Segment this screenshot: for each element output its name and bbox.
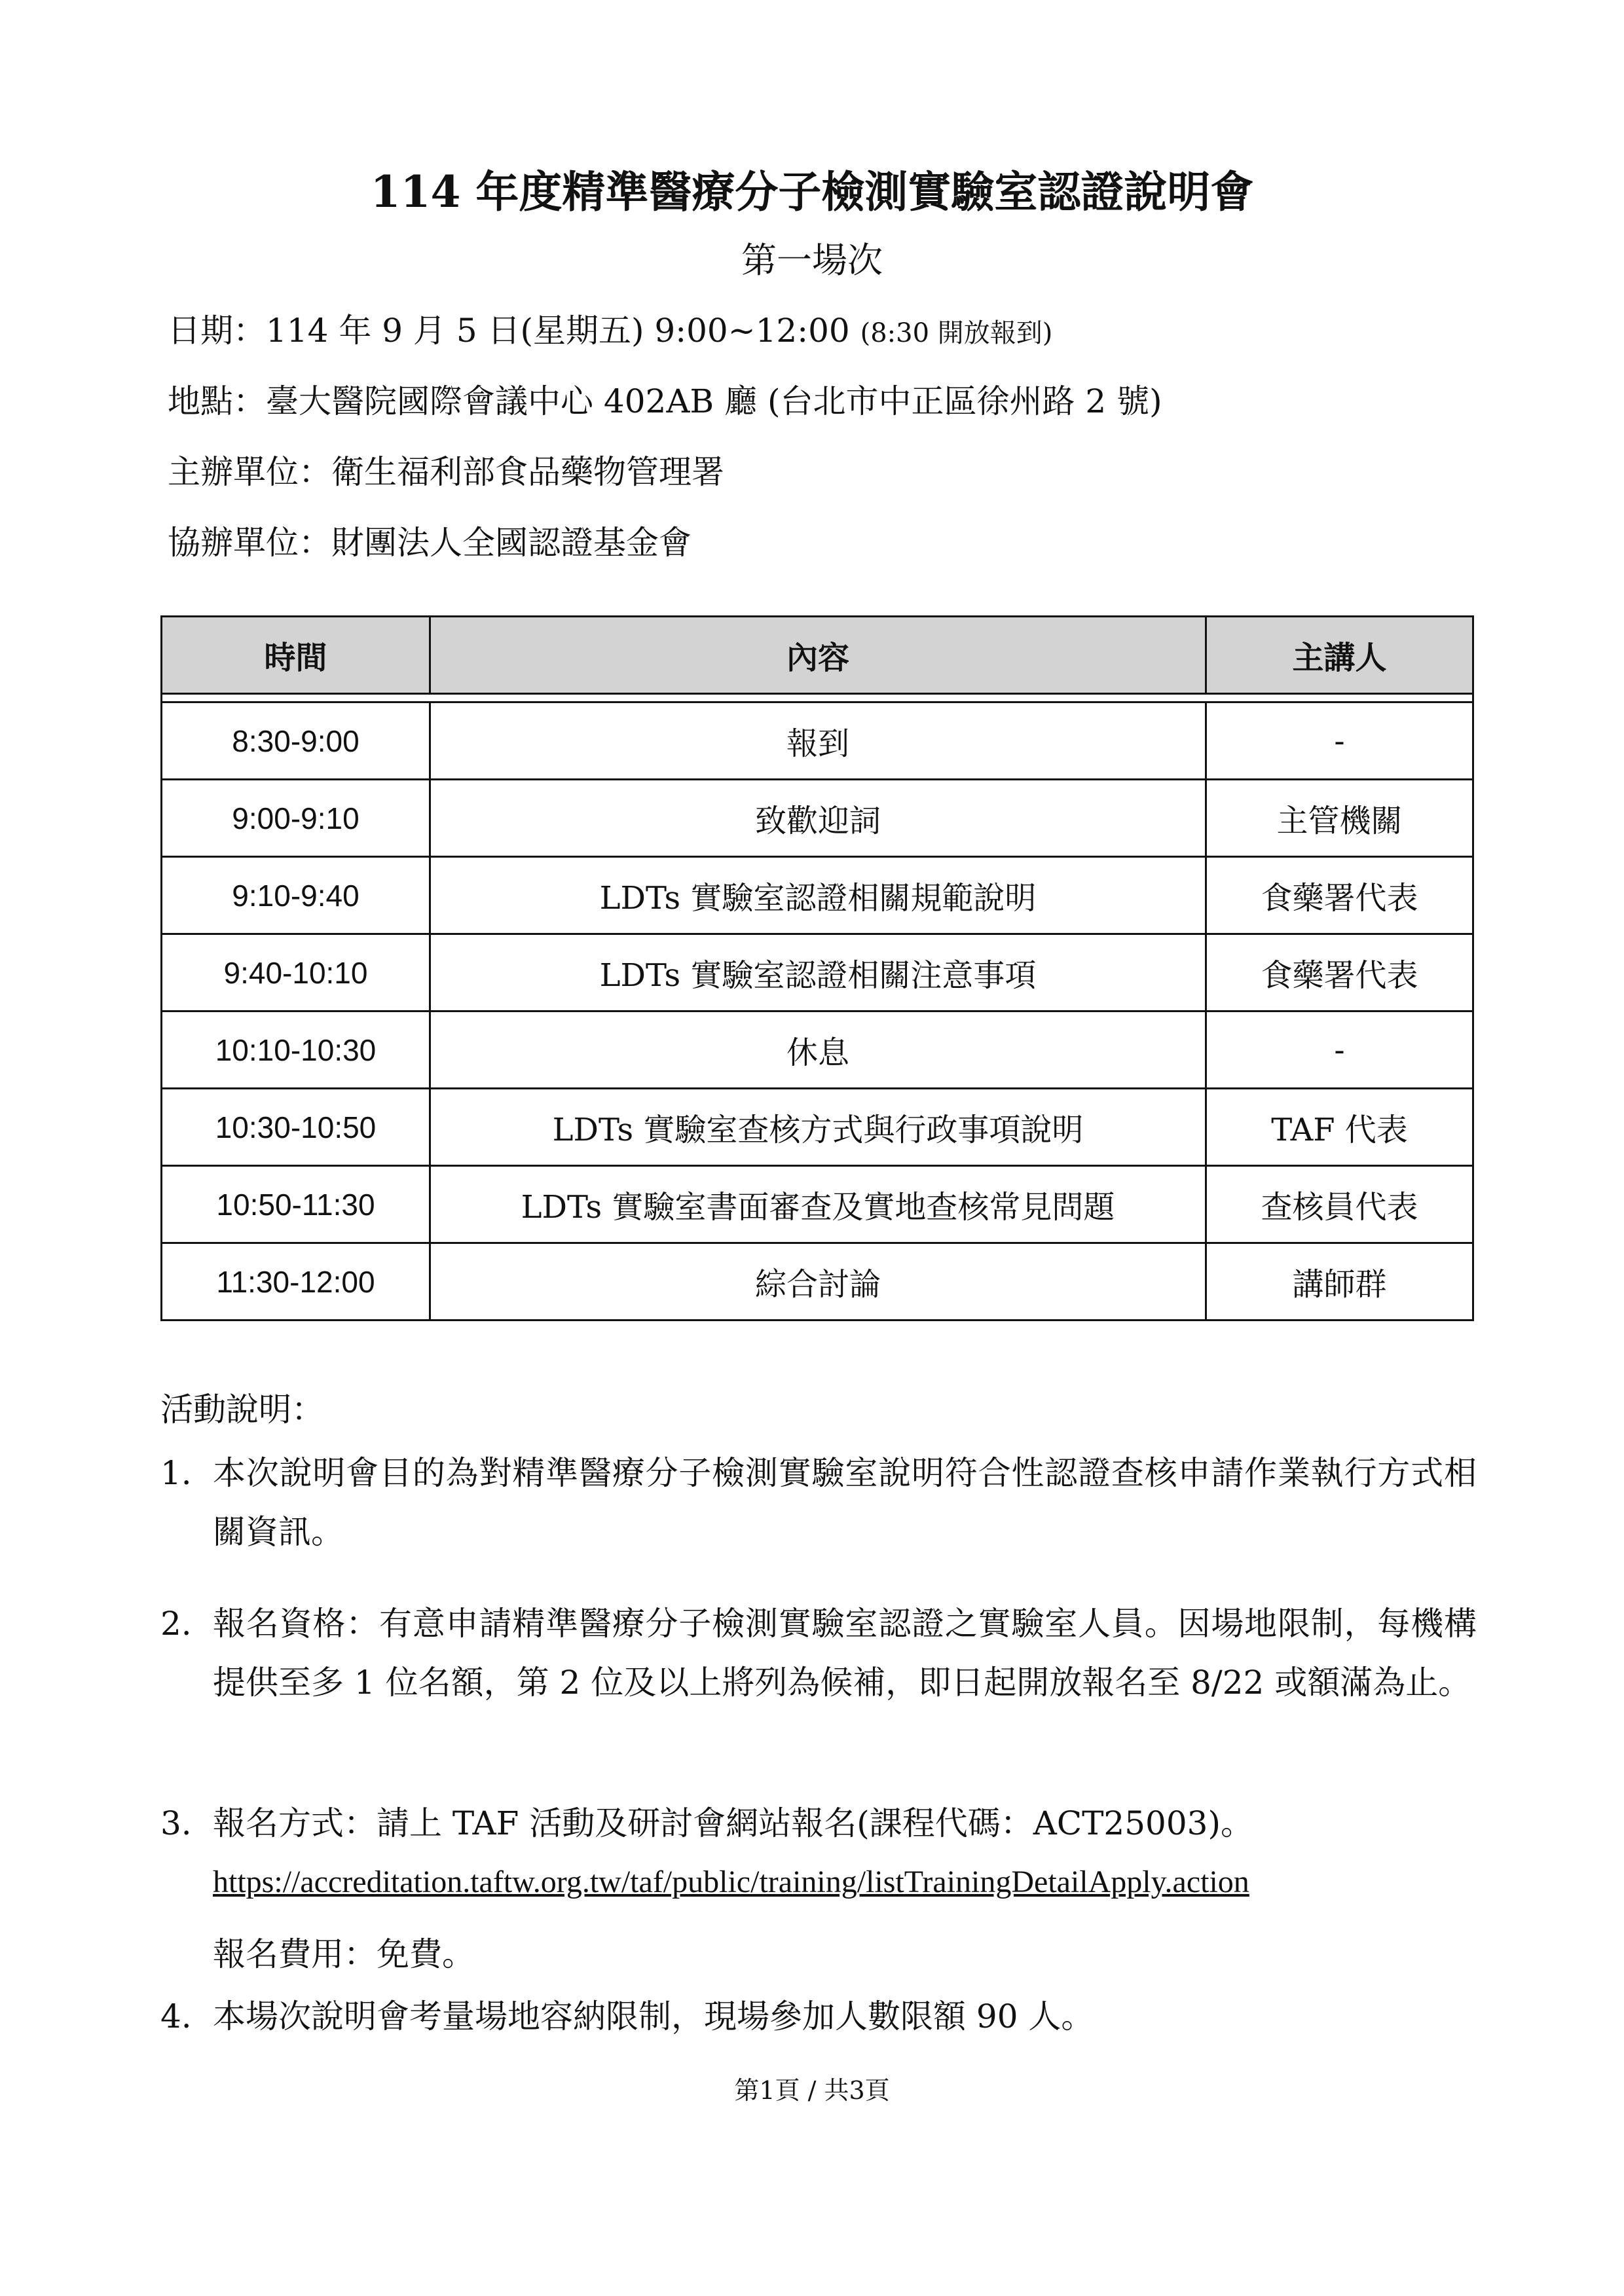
note-number: 2. (160, 1605, 192, 1643)
notes-heading: 活動說明： (160, 1391, 324, 1429)
agenda-time: 9:40-10:10 (162, 934, 430, 1011)
note-item-4 (160, 1987, 1477, 2046)
agenda-time: 8:30-9:00 (162, 702, 430, 780)
note-item-1 (160, 1444, 1477, 1561)
agenda-speaker: 主管機關 (1206, 780, 1473, 857)
agenda-speaker: TAF 代表 (1206, 1089, 1473, 1166)
agenda-time: 11:30-12:00 (162, 1243, 430, 1321)
agenda-content: 綜合討論 (430, 1243, 1206, 1321)
agenda-row (162, 1089, 1473, 1166)
date-label: 日期： (168, 312, 266, 350)
header-speaker: 主講人 (1206, 617, 1473, 694)
date-line (168, 308, 1052, 356)
header-gap (162, 694, 1473, 702)
note-text: 報名方式：請上 TAF 活動及研討會網站報名(課程代碼：ACT25003)。 (213, 1804, 1253, 1842)
session-subtitle: 第一場次 (741, 240, 883, 281)
header-content: 內容 (430, 617, 1206, 694)
agenda-row (162, 857, 1473, 934)
agenda-speaker: 查核員代表 (1206, 1166, 1473, 1243)
date-note: (8:30 開放報到) (860, 318, 1053, 348)
agenda-header-row (162, 617, 1473, 694)
agenda-row (162, 934, 1473, 1011)
agenda-time: 10:50-11:30 (162, 1166, 430, 1243)
agenda-time: 10:30-10:50 (162, 1089, 430, 1166)
note-text: 本次說明會目的為對精準醫療分子檢測實驗室說明符合性認證查核申請作業執行方式相關資訊。 (213, 1454, 1477, 1551)
agenda-time: 9:10-9:40 (162, 857, 430, 934)
agenda-row (162, 702, 1473, 780)
organizer-line: 主辦單位：衛生福利部食品藥物管理署 (168, 453, 724, 491)
agenda-row (162, 780, 1473, 857)
agenda-content: LDTs 實驗室認證相關注意事項 (430, 934, 1206, 1011)
co-organizer-line: 協辦單位：財團法人全國認證基金會 (168, 524, 692, 562)
note-number: 3. (160, 1804, 192, 1842)
agenda-speaker: - (1206, 702, 1473, 780)
agenda-speaker: 講師群 (1206, 1243, 1473, 1321)
agenda-row (162, 1011, 1473, 1089)
agenda-content: LDTs 實驗室認證相關規範說明 (430, 857, 1206, 934)
note-item-2 (160, 1594, 1477, 1712)
note-number: 4. (160, 1997, 192, 2035)
agenda-table (160, 615, 1474, 1321)
note-item-3 (160, 1794, 1477, 1912)
fee-line: 報名費用：免費。 (213, 1935, 475, 1973)
page-footer: 第1頁 / 共3頁 (734, 2076, 890, 2105)
agenda-row (162, 1243, 1473, 1321)
agenda-content: 報到 (430, 702, 1206, 780)
agenda-row (162, 1166, 1473, 1243)
date-value: 114 年 9 月 5 日(星期五) 9:00~12:00 (266, 312, 860, 350)
page-title: 114 年度精準醫療分子檢測實驗室認證說明會 (370, 166, 1254, 217)
note-text: 本場次說明會考量場地容納限制，現場參加人數限額 90 人。 (213, 1997, 1094, 2035)
agenda-time: 9:00-9:10 (162, 780, 430, 857)
agenda-content: LDTs 實驗室查核方式與行政事項說明 (430, 1089, 1206, 1166)
agenda-time: 10:10-10:30 (162, 1011, 430, 1089)
agenda-content: LDTs 實驗室書面審查及實地查核常見問題 (430, 1166, 1206, 1243)
agenda-speaker: - (1206, 1011, 1473, 1089)
agenda-content: 休息 (430, 1011, 1206, 1089)
header-time: 時間 (162, 617, 430, 694)
agenda-content: 致歡迎詞 (430, 780, 1206, 857)
note-number: 1. (160, 1454, 192, 1492)
location-line: 地點：臺大醫院國際會議中心 402AB 廳 (台北市中正區徐州路 2 號) (168, 382, 1162, 420)
registration-link[interactable]: https://accreditation.taftw.org.tw/taf/public/training/listTrainingDetailApply.action (213, 1865, 1249, 1899)
agenda-speaker: 食藥署代表 (1206, 857, 1473, 934)
agenda-speaker: 食藥署代表 (1206, 934, 1473, 1011)
note-text: 報名資格：有意申請精準醫療分子檢測實驗室認證之實驗室人員。因場地限制，每機構提供至多 1 位名額，第 2 位及以上將列為候補，即日起開放報名至 8/22 或額滿為止。 (213, 1605, 1477, 1702)
